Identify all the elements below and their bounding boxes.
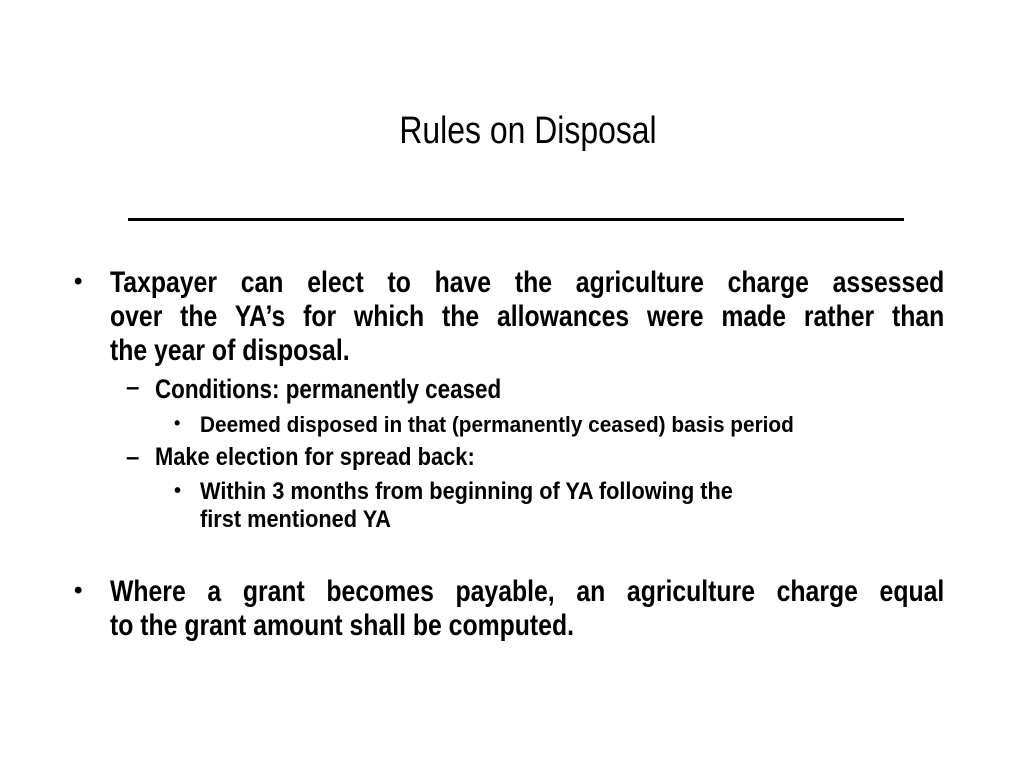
slide-title: Rules on Disposal [399,110,657,152]
sub-sub-bullet-within-line-2: first mentioned YA [200,506,391,533]
bullet-marker: • [74,268,83,295]
bullet-1-line-2: over the YA’s for which the allowances were made rather than [110,300,945,333]
sub-bullet-make-election: Make election for spread back: [155,443,475,471]
bullet-2-line-1: Where a grant becomes payable, an agriculture charge equal [110,575,945,608]
bullet-2-line-2: to the grant amount shall be computed. [110,609,574,642]
bullet-marker: • [74,577,83,604]
bullet-1-line-3: the year of disposal. [110,334,350,367]
dash-marker: – [126,444,140,471]
sub-sub-bullet-deemed-disposed: Deemed disposed in that (permanently ceased) basis period [200,412,794,437]
dash-marker: – [126,374,140,401]
sub-sub-bullet-within-line-1: Within 3 months from beginning of YA following the [200,478,733,505]
bullet-1-line-1: Taxpayer can elect to have the agriculture charge assessed [110,266,945,299]
sub-bullet-conditions: Conditions: permanently ceased [155,374,502,404]
title-underline [128,218,904,221]
bullet-marker-small: • [174,480,182,502]
bullet-marker-small: • [174,413,181,433]
